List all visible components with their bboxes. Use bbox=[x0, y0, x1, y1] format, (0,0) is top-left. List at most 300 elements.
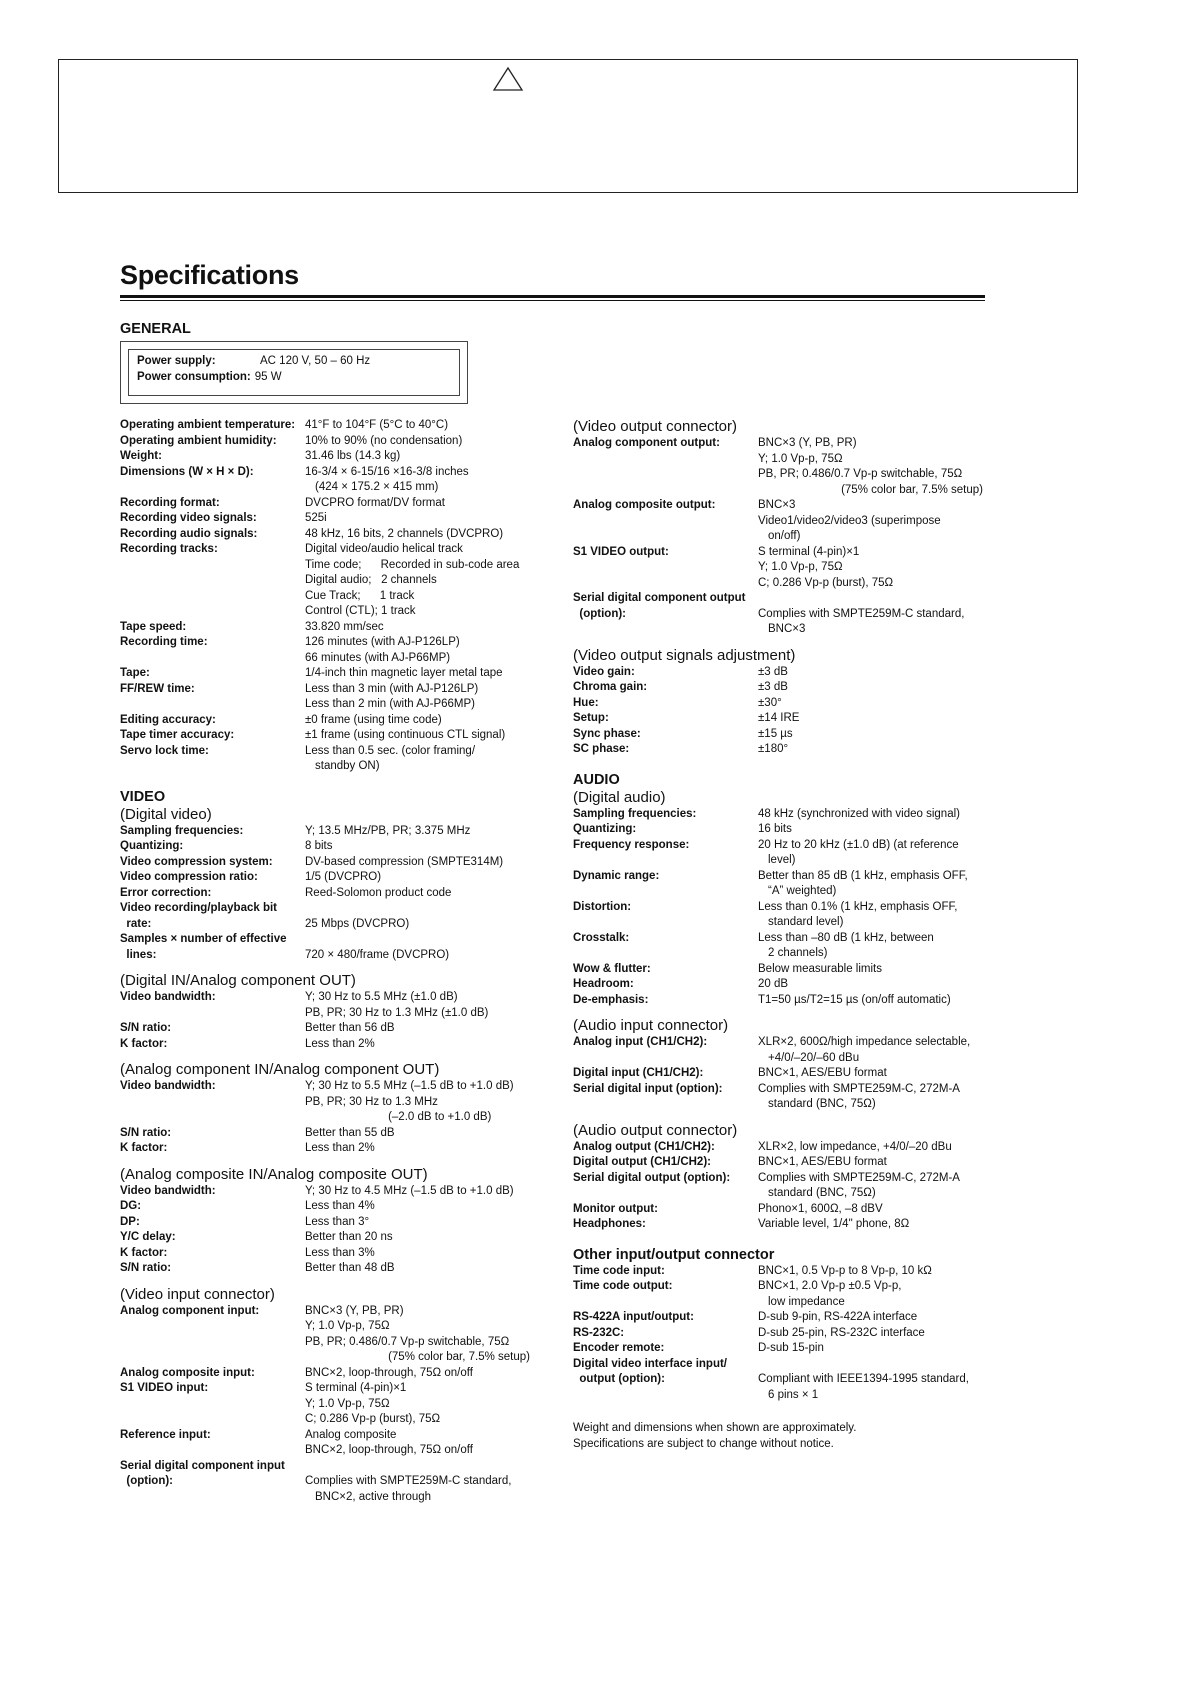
spec-value-group bbox=[758, 1217, 993, 1233]
spec-value: XLR×2, low impedance, +4/0/–20 dBu bbox=[758, 1140, 952, 1153]
spec-value: 48 kHz, 16 bits, 2 channels (DVCPRO) bbox=[305, 527, 504, 540]
spec-value-group bbox=[305, 1199, 560, 1215]
subsection-heading: (Digital audio) bbox=[573, 788, 666, 806]
spec-label: Y/C delay: bbox=[120, 1231, 176, 1243]
spec-row bbox=[573, 711, 993, 727]
spec-label: Analog input (CH1/CH2): bbox=[573, 1036, 708, 1048]
spec-value-group bbox=[305, 839, 560, 855]
spec-row bbox=[573, 900, 993, 931]
spec-value-group bbox=[758, 1155, 993, 1171]
spec-row bbox=[120, 990, 560, 1021]
spec-value-group bbox=[305, 449, 560, 465]
spec-value: S terminal (4-pin)×1 bbox=[305, 1382, 407, 1394]
spec-value-group bbox=[758, 680, 993, 696]
spec-row bbox=[573, 665, 993, 681]
spec-value-group bbox=[758, 1066, 993, 1082]
spec-value: Digital audio; 2 channels bbox=[305, 574, 437, 586]
spec-value-group bbox=[758, 665, 993, 681]
spec-row bbox=[120, 1199, 560, 1215]
spec-row bbox=[573, 742, 993, 758]
spec-value: Y; 1.0 Vp-p, 75Ω bbox=[758, 452, 843, 465]
spec-label: S/N ratio: bbox=[120, 1022, 172, 1034]
spec-value-group bbox=[305, 728, 560, 744]
spec-value-group bbox=[758, 1341, 993, 1357]
spec-row bbox=[120, 1366, 560, 1382]
spec-label: Headroom: bbox=[573, 978, 634, 990]
spec-value: Better than 56 dB bbox=[305, 1022, 395, 1034]
spec-label: Sampling frequencies: bbox=[120, 824, 244, 837]
spec-value-group bbox=[758, 696, 993, 712]
spec-value: BNC×1, AES/EBU format bbox=[758, 1067, 887, 1079]
spec-value: PB, PR; 0.486/0.7 Vp-p switchable, 75Ω bbox=[305, 1335, 510, 1348]
spec-row bbox=[120, 620, 560, 636]
spec-value: S terminal (4-pin)×1 bbox=[758, 545, 860, 558]
spec-label: Encoder remote: bbox=[573, 1342, 665, 1354]
spec-value: Less than 2% bbox=[305, 1037, 375, 1050]
spec-label: Tape speed: bbox=[120, 620, 187, 633]
spec-label: Serial digital component output (option): bbox=[573, 592, 746, 620]
spec-value-group bbox=[758, 727, 993, 743]
spec-row bbox=[120, 1230, 560, 1246]
spec-value: ±180° bbox=[758, 743, 789, 755]
spec-value-group bbox=[758, 807, 993, 823]
footnote bbox=[573, 1421, 993, 1452]
spec-label: Error correction: bbox=[120, 886, 212, 899]
spec-value: BNC×2, loop-through, 75Ω on/off bbox=[305, 1366, 473, 1379]
spec-label: Quantizing: bbox=[120, 840, 184, 852]
spec-row bbox=[573, 1171, 993, 1202]
spec-value-group bbox=[758, 1140, 993, 1156]
spec-row bbox=[573, 869, 993, 900]
spec-value-group bbox=[305, 1126, 560, 1142]
spec-value-group bbox=[305, 496, 560, 512]
spec-row bbox=[120, 855, 560, 871]
spec-value-group bbox=[305, 1037, 560, 1053]
spec-value: D-sub 9-pin, RS-422A interface bbox=[758, 1311, 918, 1323]
spec-row bbox=[573, 1357, 993, 1404]
spec-value: PB, PR; 30 Hz to 1.3 MHz bbox=[305, 1095, 438, 1108]
spec-value: Better than 85 dB (1 kHz, emphasis OFF, “A” weighted) bbox=[758, 869, 968, 897]
spec-label: Monitor output: bbox=[573, 1202, 658, 1215]
spec-row bbox=[120, 496, 560, 512]
spec-value-group bbox=[758, 931, 993, 962]
spec-value: Variable level, 1/4" phone, 8Ω bbox=[758, 1218, 910, 1230]
spec-label: Analog composite output: bbox=[573, 499, 716, 511]
spec-row bbox=[573, 838, 993, 869]
spec-value: BNC×3 (Y, PB, PR) bbox=[305, 1304, 404, 1317]
spec-label: Video compression ratio: bbox=[120, 871, 258, 883]
spec-row bbox=[120, 824, 560, 840]
spec-label: Recording format: bbox=[120, 496, 220, 509]
subsection-heading: (Video output signals adjustment) bbox=[573, 646, 796, 664]
general-heading: GENERAL bbox=[120, 321, 191, 337]
subsection-heading: (Video input connector) bbox=[120, 1285, 275, 1303]
spec-value: Digital video/audio helical track bbox=[305, 543, 463, 555]
spec-value-group bbox=[305, 1079, 560, 1126]
spec-row bbox=[120, 1381, 560, 1428]
spec-value: Complies with SMPTE259M-C standard, BNC×2, active through bbox=[305, 1475, 512, 1503]
spec-row bbox=[120, 886, 560, 902]
spec-label: Video recording/playback bit rate: bbox=[120, 902, 277, 930]
spec-row bbox=[573, 680, 993, 696]
spec-label: S1 VIDEO input: bbox=[120, 1382, 209, 1394]
spec-value-group bbox=[305, 666, 560, 682]
spec-row bbox=[573, 993, 993, 1009]
spec-label: Analog component output: bbox=[573, 437, 720, 449]
spec-value: Less than 2% bbox=[305, 1142, 375, 1154]
spec-row bbox=[573, 1082, 993, 1113]
spec-value: Video1/video2/video3 (superimpose on/off) bbox=[758, 514, 941, 542]
spec-value-group bbox=[305, 932, 560, 963]
spec-value-group bbox=[305, 465, 560, 496]
spec-label: Power supply: bbox=[137, 355, 216, 367]
spec-row bbox=[573, 931, 993, 962]
subsection-heading: (Digital video) bbox=[120, 805, 212, 823]
spec-label: Recording tracks: bbox=[120, 543, 218, 555]
spec-row bbox=[120, 527, 560, 543]
spec-value: ±15 µs bbox=[758, 727, 793, 740]
spec-value: Complies with SMPTE259M-C, 272M-A standard (BNC, 75Ω) bbox=[758, 1171, 960, 1199]
spec-label: Digital video interface input/ output (option): bbox=[573, 1357, 727, 1385]
spec-value: D-sub 15-pin bbox=[758, 1342, 824, 1354]
spec-value: BNC×1, AES/EBU format bbox=[758, 1156, 887, 1168]
spec-row bbox=[120, 728, 560, 744]
spec-label: RS-422A input/output: bbox=[573, 1311, 694, 1323]
spec-label: Distortion: bbox=[573, 900, 632, 913]
spec-value-group bbox=[758, 1082, 993, 1113]
spec-row bbox=[120, 1141, 560, 1157]
spec-value-group bbox=[305, 1230, 560, 1246]
spec-value: Y; 30 Hz to 4.5 MHz (–1.5 dB to +1.0 dB) bbox=[305, 1184, 514, 1197]
power-consumption-row bbox=[137, 370, 451, 386]
spec-value: Below measurable limits bbox=[758, 962, 882, 975]
spec-row bbox=[573, 727, 993, 743]
spec-value: BNC×2, loop-through, 75Ω on/off bbox=[305, 1444, 473, 1456]
spec-label: Video bandwidth: bbox=[120, 1184, 216, 1197]
spec-value-group bbox=[305, 1459, 560, 1506]
section-heading: VIDEO bbox=[120, 788, 166, 805]
spec-row bbox=[120, 1246, 560, 1262]
spec-value-group bbox=[758, 1326, 993, 1342]
spec-label: RS-232C: bbox=[573, 1326, 625, 1339]
spec-value-group bbox=[305, 542, 560, 620]
spec-value-group bbox=[305, 870, 560, 886]
spec-value: 20 Hz to 20 kHz (±1.0 dB) (at reference level) bbox=[758, 838, 959, 866]
title-rule bbox=[120, 295, 985, 298]
spec-value-group bbox=[305, 1381, 560, 1428]
spec-value-group bbox=[305, 511, 560, 527]
spec-value-group bbox=[305, 824, 560, 840]
power-supply-row bbox=[137, 354, 451, 370]
spec-value: PB, PR; 0.486/0.7 Vp-p switchable, 75Ω bbox=[758, 468, 963, 480]
spec-value: 1/4-inch thin magnetic layer metal tape bbox=[305, 667, 503, 679]
spec-label: Recording time: bbox=[120, 636, 208, 648]
spec-value: Y; 1.0 Vp-p, 75Ω bbox=[305, 1320, 390, 1332]
spec-label: Digital output (CH1/CH2): bbox=[573, 1156, 711, 1168]
spec-value-group bbox=[758, 436, 993, 498]
spec-value: D-sub 25-pin, RS-232C interface bbox=[758, 1326, 925, 1339]
spec-value: Less than –80 dB (1 kHz, between 2 channels) bbox=[758, 931, 934, 959]
spec-label: Setup: bbox=[573, 712, 609, 724]
spec-row bbox=[573, 807, 993, 823]
spec-value-group bbox=[305, 855, 560, 871]
spec-value-group bbox=[758, 545, 993, 592]
spec-value: Control (CTL); 1 track bbox=[305, 605, 416, 617]
spec-row bbox=[573, 1217, 993, 1233]
spec-row bbox=[120, 839, 560, 855]
subsection-heading: (Analog component IN/Analog component OUT) bbox=[120, 1061, 440, 1078]
spec-row bbox=[120, 932, 560, 963]
spec-row bbox=[120, 1126, 560, 1142]
spec-value-group bbox=[305, 1184, 560, 1200]
spec-value-group bbox=[305, 1215, 560, 1231]
spec-value: Less than 2 min (with AJ-P66MP) bbox=[305, 698, 476, 710]
spec-label: Tape: bbox=[120, 667, 150, 679]
footnote-line: Weight and dimensions when shown are approximately. bbox=[573, 1422, 857, 1434]
spec-row bbox=[120, 1079, 560, 1126]
spec-value: Time code; Recorded in sub-code area bbox=[305, 558, 520, 571]
spec-label: Power consumption: bbox=[137, 370, 251, 383]
subsection-heading: (Audio output connector) bbox=[573, 1121, 738, 1139]
spec-value-group bbox=[305, 990, 560, 1021]
spec-value-group bbox=[758, 742, 993, 758]
spec-value: BNC×1, 0.5 Vp-p to 8 Vp-p, 10 kΩ bbox=[758, 1264, 932, 1277]
spec-label: Serial digital output (option): bbox=[573, 1171, 731, 1184]
spec-value-group bbox=[758, 1171, 993, 1202]
spec-label: Video bandwidth: bbox=[120, 991, 216, 1003]
spec-value: Better than 55 dB bbox=[305, 1126, 395, 1139]
spec-value-group bbox=[305, 434, 560, 450]
spec-row bbox=[120, 1184, 560, 1200]
spec-row bbox=[573, 545, 993, 592]
spec-value: BNC×1, 2.0 Vp-p ±0.5 Vp-p, low impedance bbox=[758, 1280, 902, 1308]
spec-row bbox=[573, 591, 993, 638]
spec-value-group bbox=[305, 1141, 560, 1157]
spec-label: Wow & flutter: bbox=[573, 962, 651, 975]
spec-value: 41°F to 104°F (5°C to 40°C) bbox=[305, 419, 449, 431]
spec-row bbox=[573, 1326, 993, 1342]
spec-label: S/N ratio: bbox=[120, 1126, 172, 1139]
spec-value: 16-3/4 × 6-15/16 ×16-3/8 inches (424 × 175.2 × 415 mm) bbox=[305, 465, 469, 493]
spec-row bbox=[573, 436, 993, 498]
spec-value: 33.820 mm/sec bbox=[305, 620, 384, 633]
spec-row bbox=[120, 418, 560, 434]
spec-row bbox=[120, 1304, 560, 1366]
spec-value-group bbox=[758, 962, 993, 978]
spec-value: (75% color bar, 7.5% setup) bbox=[305, 1351, 530, 1363]
page-title: Specifications bbox=[120, 260, 299, 290]
spec-value: 95 W bbox=[254, 370, 282, 383]
spec-label: K factor: bbox=[120, 1037, 168, 1050]
right-column bbox=[573, 418, 993, 1452]
spec-label: Sync phase: bbox=[573, 727, 641, 740]
spec-value: Y; 1.0 Vp-p, 75Ω bbox=[758, 561, 843, 573]
spec-label: Video compression system: bbox=[120, 855, 273, 868]
spec-value-group bbox=[758, 1357, 993, 1404]
spec-value: Reed-Solomon product code bbox=[305, 886, 452, 899]
spec-label: Serial digital component input (option): bbox=[120, 1459, 285, 1487]
spec-value: T1=50 µs/T2=15 µs (on/off automatic) bbox=[758, 993, 951, 1006]
spec-value: Y; 13.5 MHz/PB, PR; 3.375 MHz bbox=[305, 824, 471, 837]
spec-row bbox=[120, 713, 560, 729]
spec-label: Operating ambient temperature: bbox=[120, 419, 296, 431]
spec-value-group bbox=[305, 1304, 560, 1366]
spec-value: Less than 0.5 sec. (color framing/ standby ON) bbox=[305, 744, 476, 772]
spec-value-group bbox=[305, 1428, 560, 1459]
spec-value: Less than 0.1% (1 kHz, emphasis OFF, standard level) bbox=[758, 900, 958, 928]
subsection-heading: (Analog composite IN/Analog composite OUT) bbox=[120, 1165, 428, 1183]
spec-value: Less than 4% bbox=[305, 1200, 375, 1212]
section-heading: AUDIO bbox=[573, 771, 620, 788]
spec-value-group bbox=[305, 1261, 560, 1277]
spec-row bbox=[120, 1261, 560, 1277]
spec-row bbox=[573, 962, 993, 978]
spec-label: Recording audio signals: bbox=[120, 527, 258, 540]
spec-value: 20 dB bbox=[758, 978, 789, 990]
spec-row bbox=[573, 1279, 993, 1310]
spec-value: 66 minutes (with AJ-P66MP) bbox=[305, 651, 451, 664]
spec-row bbox=[120, 1021, 560, 1037]
spec-value: ±3 dB bbox=[758, 681, 788, 693]
spec-label: Tape timer accuracy: bbox=[120, 729, 235, 741]
spec-row bbox=[120, 682, 560, 713]
spec-label: Weight: bbox=[120, 450, 162, 462]
spec-label: Digital input (CH1/CH2): bbox=[573, 1067, 704, 1079]
spec-label: S/N ratio: bbox=[120, 1262, 172, 1274]
spec-value: Y; 30 Hz to 5.5 MHz (±1.0 dB) bbox=[305, 991, 458, 1003]
spec-value-group bbox=[758, 838, 993, 869]
spec-value-group bbox=[758, 1310, 993, 1326]
spec-value: ±3 dB bbox=[758, 665, 788, 678]
spec-row bbox=[120, 870, 560, 886]
spec-value: Y; 1.0 Vp-p, 75Ω bbox=[305, 1397, 390, 1410]
power-box bbox=[120, 341, 468, 404]
subsection-heading: (Video output connector) bbox=[573, 418, 737, 435]
spec-row bbox=[120, 666, 560, 682]
spec-label: S1 VIDEO output: bbox=[573, 545, 669, 558]
spec-row bbox=[120, 1215, 560, 1231]
spec-label: Samples × number of effective lines: bbox=[120, 933, 287, 961]
spec-value-group bbox=[305, 1021, 560, 1037]
spec-value-group bbox=[305, 744, 560, 775]
spec-row bbox=[120, 542, 560, 620]
spec-value: Phono×1, 600Ω, –8 dBV bbox=[758, 1202, 883, 1215]
spec-value: 31.46 lbs (14.3 kg) bbox=[305, 450, 401, 462]
spec-label: K factor: bbox=[120, 1142, 168, 1154]
spec-value: ±14 IRE bbox=[758, 712, 800, 724]
footnote-line: Specifications are subject to change without notice. bbox=[573, 1437, 834, 1450]
spec-row bbox=[120, 1037, 560, 1053]
spec-value: Complies with SMPTE259M-C, 272M-A standard (BNC, 75Ω) bbox=[758, 1082, 960, 1110]
spec-value: BNC×3 bbox=[758, 499, 796, 511]
caution-triangle-icon bbox=[492, 66, 524, 92]
spec-value-group bbox=[305, 901, 560, 932]
spec-value: C; 0.286 Vp-p (burst), 75Ω bbox=[305, 1413, 441, 1425]
spec-value-group bbox=[758, 711, 993, 727]
spec-value: XLR×2, 600Ω/high impedance selectable, +4/0/–20/–60 dBu bbox=[758, 1036, 971, 1064]
spec-value: 10% to 90% (no condensation) bbox=[305, 434, 463, 447]
spec-label: SC phase: bbox=[573, 743, 630, 755]
spec-label: Chroma gain: bbox=[573, 681, 648, 693]
spec-value: (75% color bar, 7.5% setup) bbox=[758, 483, 983, 496]
spec-value: ±1 frame (using continuous CTL signal) bbox=[305, 729, 506, 741]
spec-value-group bbox=[758, 869, 993, 900]
spec-value-group bbox=[758, 1279, 993, 1310]
spec-value-group bbox=[758, 1264, 993, 1280]
spec-label: De-emphasis: bbox=[573, 993, 649, 1006]
spec-value-group bbox=[758, 1035, 993, 1066]
spec-row bbox=[573, 1202, 993, 1218]
spec-value: Better than 20 ns bbox=[305, 1231, 393, 1243]
spec-label: Reference input: bbox=[120, 1428, 211, 1441]
spec-row bbox=[120, 1459, 560, 1506]
spec-value: DV-based compression (SMPTE314M) bbox=[305, 855, 504, 868]
spec-label: FF/REW time: bbox=[120, 682, 195, 695]
spec-row bbox=[120, 465, 560, 496]
spec-label: Dimensions (W × H × D): bbox=[120, 465, 254, 478]
spec-value: Complies with SMPTE259M-C standard, BNC×3 bbox=[758, 607, 965, 635]
spec-row bbox=[120, 901, 560, 932]
spec-value: Less than 3% bbox=[305, 1246, 375, 1259]
spec-value-group bbox=[758, 900, 993, 931]
spec-label: Video bandwidth: bbox=[120, 1080, 216, 1092]
spec-row bbox=[120, 744, 560, 775]
spec-value: Analog composite bbox=[305, 1428, 397, 1441]
spec-value: 720 × 480/frame (DVCPRO) bbox=[305, 948, 450, 961]
spec-row bbox=[573, 1310, 993, 1326]
spec-value-group bbox=[758, 822, 993, 838]
spec-value: ±0 frame (using time code) bbox=[305, 713, 442, 726]
spec-row bbox=[120, 635, 560, 666]
spec-value: Better than 48 dB bbox=[305, 1262, 395, 1274]
spec-label: Recording video signals: bbox=[120, 512, 257, 524]
spec-value: Compliant with IEEE1394-1995 standard, 6 pins × 1 bbox=[758, 1373, 969, 1401]
spec-label: Operating ambient humidity: bbox=[120, 434, 277, 447]
left-column bbox=[120, 418, 560, 1505]
spec-label: Frequency response: bbox=[573, 838, 690, 851]
spec-value: 126 minutes (with AJ-P126LP) bbox=[305, 636, 460, 648]
spec-value-group bbox=[758, 1202, 993, 1218]
spec-value: 16 bits bbox=[758, 823, 792, 835]
spec-row bbox=[573, 977, 993, 993]
spec-row bbox=[120, 511, 560, 527]
spec-value-group bbox=[305, 682, 560, 713]
spec-row bbox=[573, 498, 993, 545]
spec-row bbox=[573, 822, 993, 838]
spec-row bbox=[573, 1035, 993, 1066]
spec-value: 25 Mbps (DVCPRO) bbox=[305, 917, 410, 930]
subsection-heading: (Digital IN/Analog component OUT) bbox=[120, 972, 356, 989]
spec-value: 525i bbox=[305, 512, 327, 524]
spec-label: Servo lock time: bbox=[120, 744, 209, 757]
spec-value-group bbox=[305, 886, 560, 902]
spec-value-group bbox=[305, 418, 560, 434]
spec-value-group bbox=[305, 713, 560, 729]
spec-row bbox=[573, 1155, 993, 1171]
spec-label: Quantizing: bbox=[573, 823, 637, 835]
spec-label: Editing accuracy: bbox=[120, 713, 216, 726]
spec-value-group bbox=[305, 620, 560, 636]
spec-value-group bbox=[758, 993, 993, 1009]
spec-value-group bbox=[305, 527, 560, 543]
section-heading: Other input/output connector bbox=[573, 1246, 775, 1263]
spec-value: PB, PR; 30 Hz to 1.3 MHz (±1.0 dB) bbox=[305, 1006, 489, 1019]
spec-label: Serial digital input (option): bbox=[573, 1082, 723, 1095]
spec-value: Less than 3 min (with AJ-P126LP) bbox=[305, 682, 479, 695]
spec-value: 48 kHz (synchronized with video signal) bbox=[758, 807, 960, 820]
subsection-heading: (Audio input connector) bbox=[573, 1017, 729, 1034]
title-rule-thin bbox=[120, 300, 985, 301]
